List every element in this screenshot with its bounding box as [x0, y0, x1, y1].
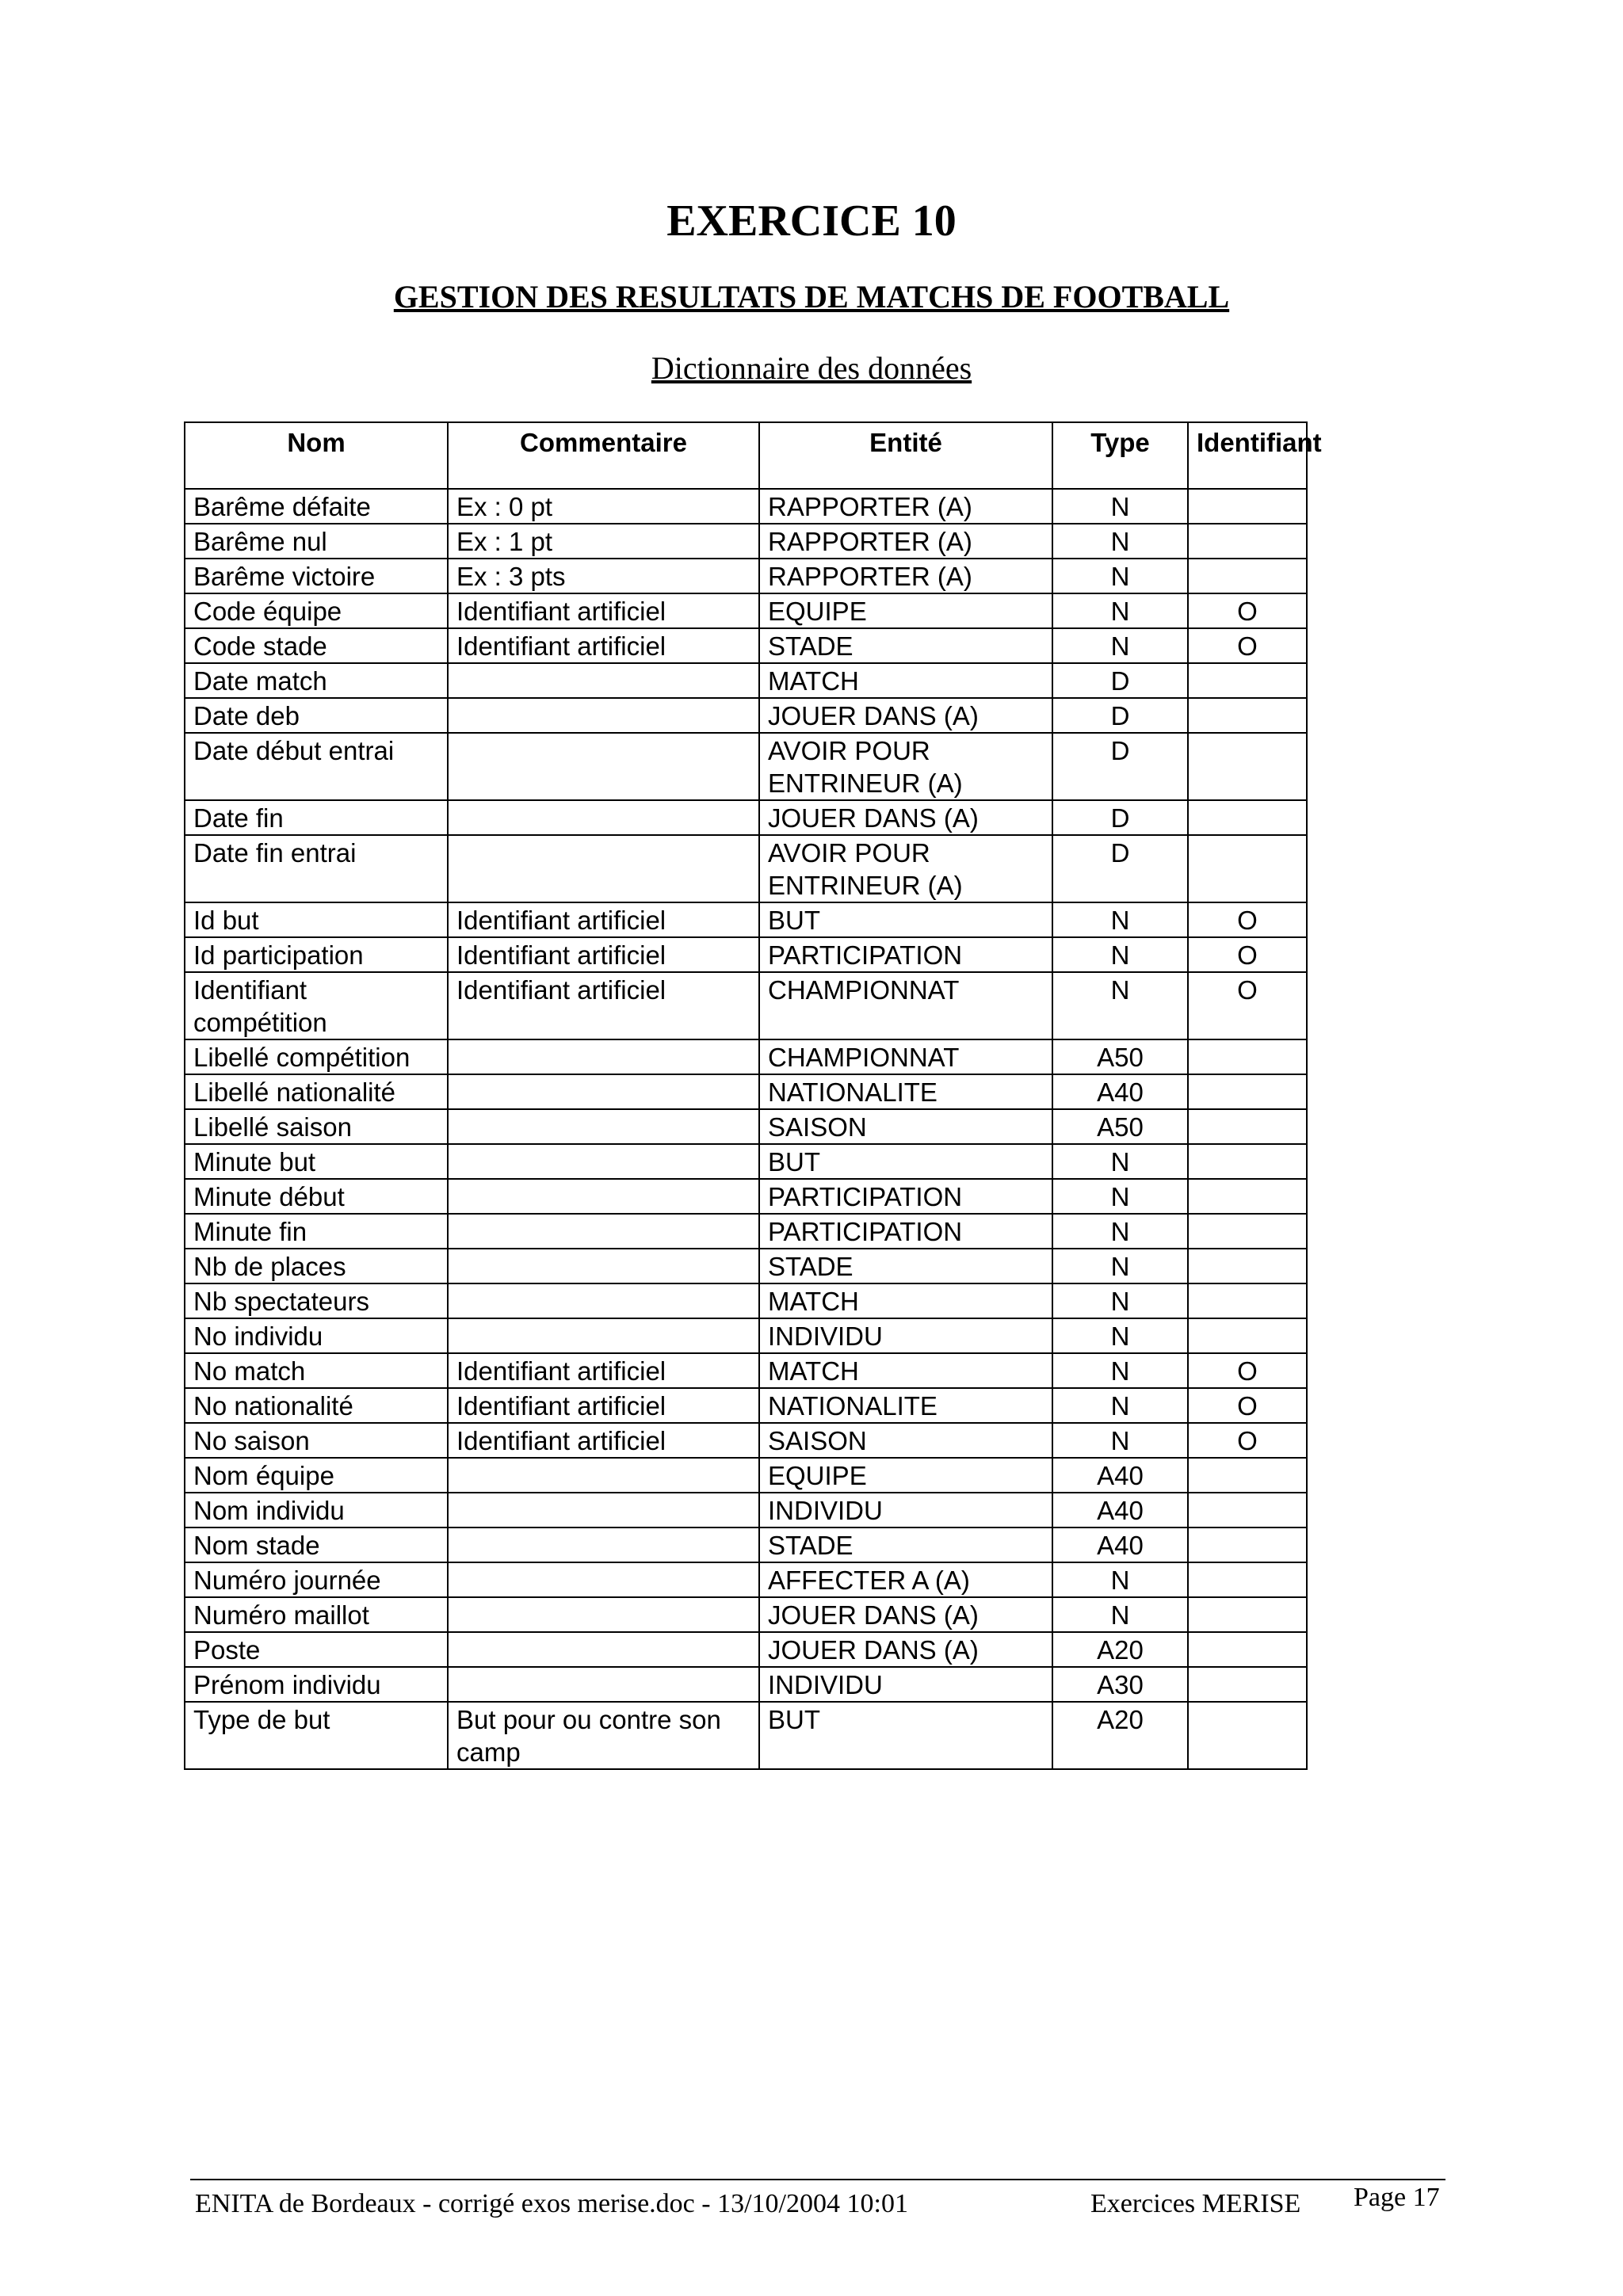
table-row	[185, 972, 1307, 1039]
cell-type: A40	[1052, 1493, 1188, 1527]
cell-commentaire: Identifiant artificiel	[448, 1353, 759, 1388]
table-row	[185, 1249, 1307, 1283]
cell-identifiant	[1188, 489, 1307, 524]
cell-commentaire	[448, 1458, 759, 1493]
cell-nom: Nb spectateurs	[185, 1283, 448, 1318]
cell-commentaire: Identifiant artificiel	[448, 972, 759, 1039]
cell-commentaire: Identifiant artificiel	[448, 937, 759, 972]
cell-entite: PARTICIPATION	[759, 1179, 1052, 1214]
table-row	[185, 835, 1307, 902]
cell-nom: Date deb	[185, 698, 448, 733]
cell-type: N	[1052, 1423, 1188, 1458]
cell-commentaire	[448, 733, 759, 800]
cell-nom: Date match	[185, 663, 448, 698]
cell-commentaire	[448, 1527, 759, 1562]
cell-commentaire: Ex : 3 pts	[448, 559, 759, 593]
cell-identifiant	[1188, 733, 1307, 800]
cell-entite: BUT	[759, 1144, 1052, 1179]
cell-entite: CHAMPIONNAT	[759, 972, 1052, 1039]
table-row	[185, 1039, 1307, 1074]
cell-type: N	[1052, 489, 1188, 524]
cell-entite: MATCH	[759, 663, 1052, 698]
cell-type: N	[1052, 1179, 1188, 1214]
cell-type: N	[1052, 902, 1188, 937]
cell-identifiant	[1188, 1144, 1307, 1179]
cell-entite: PARTICIPATION	[759, 937, 1052, 972]
cell-type: A40	[1052, 1458, 1188, 1493]
cell-commentaire	[448, 663, 759, 698]
cell-identifiant	[1188, 559, 1307, 593]
table-row	[185, 1458, 1307, 1493]
table-row	[185, 1388, 1307, 1423]
cell-type: N	[1052, 628, 1188, 663]
table-row	[185, 1179, 1307, 1214]
cell-entite: CHAMPIONNAT	[759, 1039, 1052, 1074]
cell-type: N	[1052, 1249, 1188, 1283]
cell-identifiant	[1188, 1179, 1307, 1214]
table-row	[185, 902, 1307, 937]
cell-identifiant	[1188, 1283, 1307, 1318]
cell-nom: Numéro journée	[185, 1562, 448, 1597]
cell-nom: Minute fin	[185, 1214, 448, 1249]
cell-commentaire	[448, 1214, 759, 1249]
cell-nom: No saison	[185, 1423, 448, 1458]
table-row	[185, 937, 1307, 972]
footer-document-info: ENITA de Bordeaux - corrigé exos merise.doc - 13/10/2004 10:01	[195, 2189, 908, 2218]
cell-commentaire	[448, 800, 759, 835]
cell-type: N	[1052, 972, 1188, 1039]
cell-entite: AVOIR POUR ENTRINEUR (A)	[759, 835, 1052, 902]
cell-commentaire: Identifiant artificiel	[448, 902, 759, 937]
cell-identifiant	[1188, 1074, 1307, 1109]
cell-type: A20	[1052, 1702, 1188, 1769]
table-row	[185, 1527, 1307, 1562]
cell-nom: Id participation	[185, 937, 448, 972]
section-heading: Dictionnaire des données	[651, 350, 972, 386]
cell-identifiant	[1188, 1318, 1307, 1353]
cell-nom: Barême nul	[185, 524, 448, 559]
table-row	[185, 1144, 1307, 1179]
header-entite: Entité	[759, 422, 1052, 489]
cell-identifiant: O	[1188, 593, 1307, 628]
cell-commentaire	[448, 698, 759, 733]
cell-identifiant	[1188, 835, 1307, 902]
cell-entite: BUT	[759, 1702, 1052, 1769]
table-row	[185, 1214, 1307, 1249]
table-row	[185, 1702, 1307, 1769]
cell-identifiant	[1188, 1527, 1307, 1562]
cell-identifiant: O	[1188, 1388, 1307, 1423]
table-row	[185, 698, 1307, 733]
cell-nom: Numéro maillot	[185, 1597, 448, 1632]
table-row	[185, 1109, 1307, 1144]
cell-identifiant	[1188, 698, 1307, 733]
cell-type: N	[1052, 1353, 1188, 1388]
cell-entite: BUT	[759, 902, 1052, 937]
cell-nom: Libellé compétition	[185, 1039, 448, 1074]
cell-entite: PARTICIPATION	[759, 1214, 1052, 1249]
cell-nom: No nationalité	[185, 1388, 448, 1423]
header-commentaire: Commentaire	[448, 422, 759, 489]
cell-entite: EQUIPE	[759, 593, 1052, 628]
cell-entite: RAPPORTER (A)	[759, 489, 1052, 524]
cell-nom: Barême victoire	[185, 559, 448, 593]
cell-type: A40	[1052, 1074, 1188, 1109]
cell-entite: JOUER DANS (A)	[759, 1632, 1052, 1667]
cell-commentaire	[448, 1249, 759, 1283]
cell-nom: Date fin	[185, 800, 448, 835]
cell-type: N	[1052, 593, 1188, 628]
table-row	[185, 1283, 1307, 1318]
table-row	[185, 1074, 1307, 1109]
cell-entite: NATIONALITE	[759, 1074, 1052, 1109]
cell-identifiant: O	[1188, 937, 1307, 972]
table-row	[185, 1353, 1307, 1388]
cell-type: N	[1052, 937, 1188, 972]
cell-nom: Date début entrai	[185, 733, 448, 800]
cell-nom: Libellé saison	[185, 1109, 448, 1144]
cell-entite: MATCH	[759, 1283, 1052, 1318]
cell-type: N	[1052, 524, 1188, 559]
cell-type: N	[1052, 1283, 1188, 1318]
cell-commentaire: Identifiant artificiel	[448, 628, 759, 663]
cell-commentaire	[448, 1493, 759, 1527]
cell-commentaire	[448, 1667, 759, 1702]
cell-identifiant	[1188, 663, 1307, 698]
cell-nom: Prénom individu	[185, 1667, 448, 1702]
cell-commentaire: Ex : 0 pt	[448, 489, 759, 524]
table-header-row	[185, 422, 1307, 489]
cell-commentaire	[448, 1144, 759, 1179]
cell-nom: No match	[185, 1353, 448, 1388]
cell-identifiant: O	[1188, 628, 1307, 663]
cell-type: A40	[1052, 1527, 1188, 1562]
cell-type: D	[1052, 698, 1188, 733]
cell-type: D	[1052, 663, 1188, 698]
cell-entite: JOUER DANS (A)	[759, 1597, 1052, 1632]
cell-type: A30	[1052, 1667, 1188, 1702]
cell-identifiant	[1188, 1493, 1307, 1527]
table-row	[185, 1493, 1307, 1527]
cell-commentaire	[448, 835, 759, 902]
cell-commentaire	[448, 1179, 759, 1214]
cell-commentaire	[448, 1039, 759, 1074]
cell-nom: Nom équipe	[185, 1458, 448, 1493]
table-body	[185, 489, 1307, 1769]
table-row	[185, 1667, 1307, 1702]
cell-entite: STADE	[759, 1249, 1052, 1283]
cell-identifiant	[1188, 524, 1307, 559]
cell-entite: JOUER DANS (A)	[759, 698, 1052, 733]
cell-nom: Code stade	[185, 628, 448, 663]
cell-commentaire	[448, 1074, 759, 1109]
header-type: Type	[1052, 422, 1188, 489]
cell-entite: STADE	[759, 1527, 1052, 1562]
cell-nom: Identifiant compétition	[185, 972, 448, 1039]
cell-identifiant	[1188, 1109, 1307, 1144]
cell-type: A50	[1052, 1039, 1188, 1074]
exercise-subtitle: GESTION DES RESULTATS DE MATCHS DE FOOTBALL	[393, 279, 1230, 315]
cell-commentaire: Identifiant artificiel	[448, 593, 759, 628]
cell-identifiant	[1188, 1562, 1307, 1597]
cell-type: N	[1052, 1597, 1188, 1632]
cell-entite: SAISON	[759, 1109, 1052, 1144]
cell-nom: Nom stade	[185, 1527, 448, 1562]
cell-nom: Libellé nationalité	[185, 1074, 448, 1109]
table-row	[185, 1632, 1307, 1667]
cell-identifiant	[1188, 1597, 1307, 1632]
cell-type: N	[1052, 1318, 1188, 1353]
cell-type: N	[1052, 1144, 1188, 1179]
footer-page-number: Page 17	[1354, 2183, 1440, 2212]
cell-type: N	[1052, 1562, 1188, 1597]
cell-entite: INDIVIDU	[759, 1493, 1052, 1527]
cell-identifiant: O	[1188, 902, 1307, 937]
cell-type: N	[1052, 559, 1188, 593]
cell-identifiant	[1188, 1667, 1307, 1702]
cell-commentaire: But pour ou contre son camp	[448, 1702, 759, 1769]
table-row	[185, 628, 1307, 663]
page-title: EXERCICE 10	[666, 196, 957, 246]
cell-entite: MATCH	[759, 1353, 1052, 1388]
cell-commentaire: Identifiant artificiel	[448, 1388, 759, 1423]
table-row	[185, 524, 1307, 559]
cell-commentaire	[448, 1632, 759, 1667]
cell-nom: Minute début	[185, 1179, 448, 1214]
cell-commentaire: Ex : 1 pt	[448, 524, 759, 559]
cell-identifiant	[1188, 1458, 1307, 1493]
cell-nom: Poste	[185, 1632, 448, 1667]
table-row	[185, 800, 1307, 835]
cell-nom: Date fin entrai	[185, 835, 448, 902]
cell-identifiant	[1188, 1702, 1307, 1769]
table-row	[185, 1597, 1307, 1632]
cell-identifiant	[1188, 1632, 1307, 1667]
table-row	[185, 733, 1307, 800]
table-row	[185, 593, 1307, 628]
footer-divider	[190, 2179, 1445, 2180]
cell-identifiant: O	[1188, 1353, 1307, 1388]
cell-entite: EQUIPE	[759, 1458, 1052, 1493]
table-row	[185, 489, 1307, 524]
cell-entite: NATIONALITE	[759, 1388, 1052, 1423]
cell-type: N	[1052, 1214, 1188, 1249]
cell-commentaire	[448, 1597, 759, 1632]
cell-entite: SAISON	[759, 1423, 1052, 1458]
cell-nom: Code équipe	[185, 593, 448, 628]
cell-entite: RAPPORTER (A)	[759, 524, 1052, 559]
cell-type: N	[1052, 1388, 1188, 1423]
cell-identifiant: O	[1188, 972, 1307, 1039]
cell-identifiant	[1188, 1039, 1307, 1074]
cell-commentaire	[448, 1283, 759, 1318]
cell-type: D	[1052, 835, 1188, 902]
cell-nom: Nb de places	[185, 1249, 448, 1283]
cell-entite: INDIVIDU	[759, 1318, 1052, 1353]
cell-identifiant	[1188, 800, 1307, 835]
cell-entite: AFFECTER A (A)	[759, 1562, 1052, 1597]
header-nom: Nom	[185, 422, 448, 489]
cell-nom: Minute but	[185, 1144, 448, 1179]
cell-commentaire	[448, 1562, 759, 1597]
cell-type: D	[1052, 733, 1188, 800]
table-row	[185, 1318, 1307, 1353]
cell-entite: JOUER DANS (A)	[759, 800, 1052, 835]
table-row	[185, 663, 1307, 698]
cell-nom: No individu	[185, 1318, 448, 1353]
cell-identifiant	[1188, 1214, 1307, 1249]
cell-entite: RAPPORTER (A)	[759, 559, 1052, 593]
table-row	[185, 1423, 1307, 1458]
cell-identifiant: O	[1188, 1423, 1307, 1458]
cell-nom: Barême défaite	[185, 489, 448, 524]
table-row	[185, 559, 1307, 593]
cell-type: A50	[1052, 1109, 1188, 1144]
cell-nom: Type de but	[185, 1702, 448, 1769]
data-dictionary-table	[184, 421, 1322, 1770]
cell-type: A20	[1052, 1632, 1188, 1667]
cell-entite: INDIVIDU	[759, 1667, 1052, 1702]
footer-course-name: Exercices MERISE	[1090, 2189, 1301, 2218]
table-row	[185, 1562, 1307, 1597]
header-identifiant: Identifiant	[1188, 422, 1307, 489]
cell-nom: Nom individu	[185, 1493, 448, 1527]
cell-commentaire	[448, 1109, 759, 1144]
cell-entite: STADE	[759, 628, 1052, 663]
cell-commentaire: Identifiant artificiel	[448, 1423, 759, 1458]
cell-identifiant	[1188, 1249, 1307, 1283]
cell-type: D	[1052, 800, 1188, 835]
cell-nom: Id but	[185, 902, 448, 937]
cell-commentaire	[448, 1318, 759, 1353]
cell-entite: AVOIR POUR ENTRINEUR (A)	[759, 733, 1052, 800]
